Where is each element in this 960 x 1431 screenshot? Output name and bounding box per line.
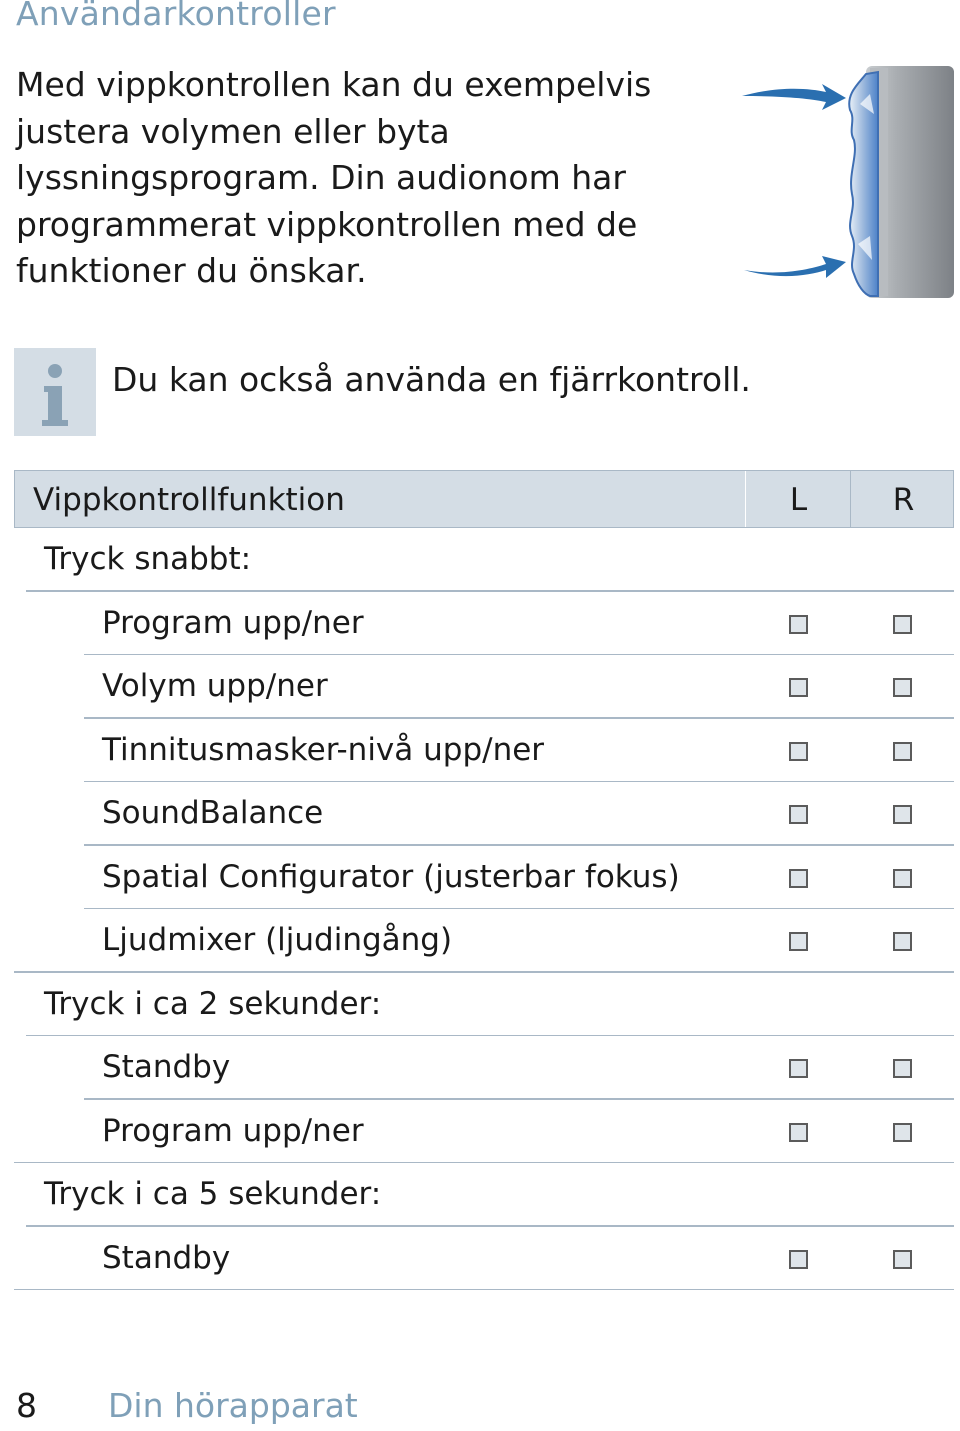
- right-checkbox[interactable]: [893, 742, 912, 761]
- table-group-row: [14, 973, 954, 1037]
- left-checkbox[interactable]: [789, 932, 808, 951]
- header-right: R: [850, 471, 956, 527]
- page-number: 8: [16, 1386, 37, 1425]
- table-row: [14, 655, 954, 719]
- right-checkbox[interactable]: [893, 615, 912, 634]
- right-checkbox[interactable]: [893, 1059, 912, 1078]
- function-label: SoundBalance: [102, 795, 324, 831]
- left-checkbox[interactable]: [789, 742, 808, 761]
- function-label: Standby: [102, 1049, 231, 1085]
- right-checkbox[interactable]: [893, 869, 912, 888]
- table-row: [14, 592, 954, 656]
- function-label: Ljudmixer (ljudingång): [102, 922, 453, 958]
- left-checkbox[interactable]: [789, 615, 808, 634]
- left-checkbox[interactable]: [789, 805, 808, 824]
- table-row: [14, 1036, 954, 1100]
- right-checkbox[interactable]: [893, 1250, 912, 1269]
- function-label: Program upp/ner: [102, 604, 364, 641]
- group-label: Tryck i ca 2 sekunder:: [44, 985, 382, 1022]
- header-left: L: [745, 471, 851, 527]
- right-checkbox[interactable]: [893, 1123, 912, 1142]
- table-group-row: [14, 528, 954, 592]
- table-row: [14, 1227, 954, 1291]
- row-divider: [14, 1289, 954, 1291]
- right-checkbox[interactable]: [893, 678, 912, 697]
- left-checkbox[interactable]: [789, 869, 808, 888]
- table-row: [14, 909, 954, 973]
- function-label: Program upp/ner: [102, 1112, 364, 1149]
- group-label: Tryck snabbt:: [44, 541, 252, 577]
- info-icon: [14, 348, 96, 436]
- right-checkbox[interactable]: [893, 932, 912, 951]
- table-row: [14, 782, 954, 846]
- function-label: Spatial Configurator (justerbar fokus): [102, 858, 680, 895]
- table-row: [14, 846, 954, 910]
- info-box: [14, 348, 96, 436]
- table-row: [14, 1100, 954, 1164]
- table-body: [14, 528, 954, 1290]
- function-label: Tinnitusmasker-nivå upp/ner: [102, 731, 545, 768]
- table-row: [14, 719, 954, 783]
- arrow-up-icon: [742, 84, 846, 110]
- function-label: Standby: [102, 1239, 231, 1276]
- intro-paragraph: Med vippkontrollen kan du exempelvis justera volymen eller byta lyssningsprogram. Din audionom har programmerat vippkontrollen med de funktioner du önskar.: [16, 65, 652, 290]
- info-note-text: Du kan också använda en fjärrkontroll.: [112, 360, 751, 399]
- left-checkbox[interactable]: [789, 1250, 808, 1269]
- rocker-function-table: [14, 470, 954, 1290]
- arrow-down-icon: [744, 256, 846, 278]
- section-title: Användarkontroller: [16, 0, 336, 33]
- rocker-switch-illustration: [738, 64, 956, 300]
- header-function: Vippkontrollfunktion: [33, 482, 345, 518]
- right-checkbox[interactable]: [893, 805, 912, 824]
- footer-title: Din hörapparat: [108, 1386, 358, 1425]
- function-label: Volym upp/ner: [102, 668, 328, 704]
- table-header: [14, 470, 954, 528]
- left-checkbox[interactable]: [789, 1059, 808, 1078]
- group-label: Tryck i ca 5 sekunder:: [44, 1176, 382, 1212]
- left-checkbox[interactable]: [789, 678, 808, 697]
- table-group-row: [14, 1163, 954, 1227]
- left-checkbox[interactable]: [789, 1123, 808, 1142]
